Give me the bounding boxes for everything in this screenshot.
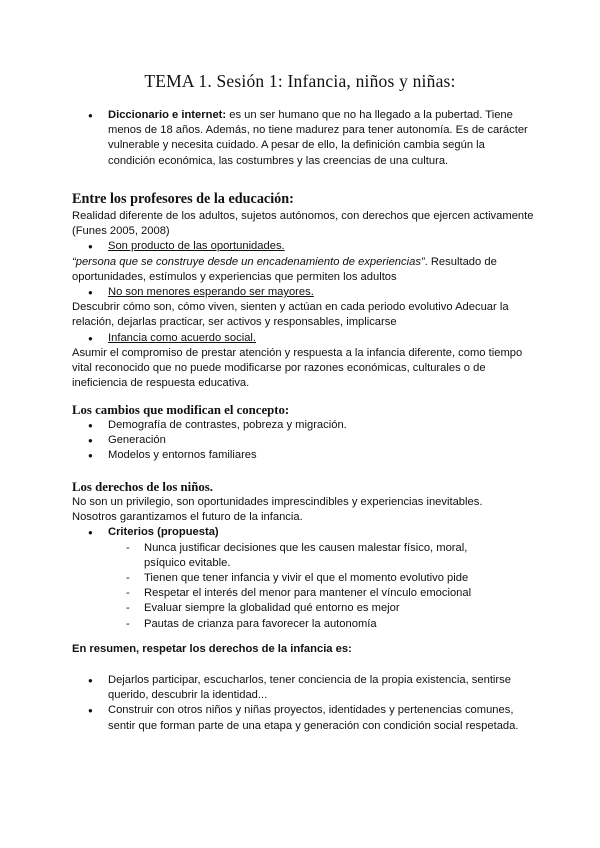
criterio-item: - Pautas de crianza para favorecer la autonomía	[72, 617, 534, 632]
profesores-item-3	[72, 331, 534, 346]
criterios-sublist	[72, 541, 534, 632]
profesores-text-2: Descubrir cómo son, cómo viven, sienten y actúan en cada periodo evolutivo Adecuar la relación, dejarlas practicar, ser activos y responsables, implicarse	[72, 301, 509, 329]
criterio-item: - Tienen que tener infancia y vivir el que el momento evolutivo pide	[72, 571, 534, 586]
profesores-quote-paragraph	[72, 255, 534, 285]
profesores-quote-rest: . Resultado de oportunidades, estímulos y experiencias que permiten los adultos	[72, 255, 497, 283]
profesores-item-2-text: No son menores esperando ser mayores.	[108, 286, 314, 299]
derechos-line-2: Nosotros garantizamos el futuro de la infancia.	[72, 511, 303, 524]
cambios-heading: Los cambios que modifican el concepto:	[72, 403, 290, 417]
profesores-list-2	[72, 285, 534, 300]
intro-text: es un ser humano que no ha llegado a la pubertad. Tiene menos de 18 años. Además, no tiene madurez para tener autonomía. Es de carácter vulnerable y necesita cuidado. A pesar de ello, la definición cambia según la condición económica, las costumbres y las creencias de una cultura.	[108, 109, 528, 167]
resumen-item: ● Construir con otros niños y niñas proyectos, identidades y pertenencias comunes, sentir que forman parte de una etapa y generación con condición social respetada.	[72, 703, 534, 733]
profesores-item-1-text: Son producto de las oportunidades.	[108, 240, 285, 253]
intro-list	[72, 108, 534, 169]
profesores-text-3: Asumir el compromiso de prestar atención y respuesta a la infancia diferente, como tiempo vital reconocido que no puede modificarse por razones económicas, culturales o de ineficiencia de respuesta educativa.	[72, 346, 523, 390]
profesores-list-1	[72, 239, 534, 254]
resumen-heading: En resumen, respetar los derechos de la infancia es:	[72, 643, 352, 655]
profesores-heading: Entre los profesores de la educación:	[72, 191, 294, 207]
profesores-list-3	[72, 331, 534, 346]
criterios-label: ● Criterios (propuesta)	[72, 525, 534, 540]
profesores-item-1	[72, 239, 534, 254]
cambios-item: ● Demografía de contrastes, pobreza y migración.	[72, 418, 534, 433]
intro-term: Diccionario e internet:	[108, 109, 227, 121]
intro-item	[72, 108, 534, 169]
cambios-item: ● Generación	[72, 433, 534, 448]
derechos-section	[72, 495, 534, 632]
page-title: TEMA 1. Sesión 1: Infancia, niños y niñas:	[144, 71, 456, 91]
criterio-item: - Evaluar siempre la globalidad qué entorno es mejor	[72, 601, 534, 616]
resumen-list	[72, 673, 534, 734]
cambios-item: ● Modelos y entornos familiares	[72, 448, 534, 463]
derechos-heading: Los derechos de los niños.	[72, 480, 213, 494]
criterio-item: - Respetar el interés del menor para mantener el vínculo emocional	[72, 586, 534, 601]
profesores-quote: “persona que se construye desde un encadenamiento de experiencias”	[72, 255, 425, 268]
profesores-section	[72, 209, 534, 391]
profesores-paragraph: Realidad diferente de los adultos, sujetos autónomos, con derechos que ejercen activamente (Funes 2005, 2008)	[72, 210, 534, 238]
criterio-item: - Nunca justificar decisiones que les causen malestar físico, moral, psíquico evitable.	[72, 541, 534, 571]
cambios-list	[72, 418, 534, 464]
profesores-item-3-text: Infancia como acuerdo social.	[108, 331, 257, 344]
resumen-item: ● Dejarlos participar, escucharlos, tener conciencia de la propia existencia, sentirse querido, descubrir la identidad...	[72, 673, 534, 703]
derechos-line-1: No son un privilegio, son oportunidades imprescindibles y experiencias inevitables.	[72, 496, 483, 508]
profesores-item-2	[72, 285, 534, 300]
criterios-list	[72, 525, 534, 540]
